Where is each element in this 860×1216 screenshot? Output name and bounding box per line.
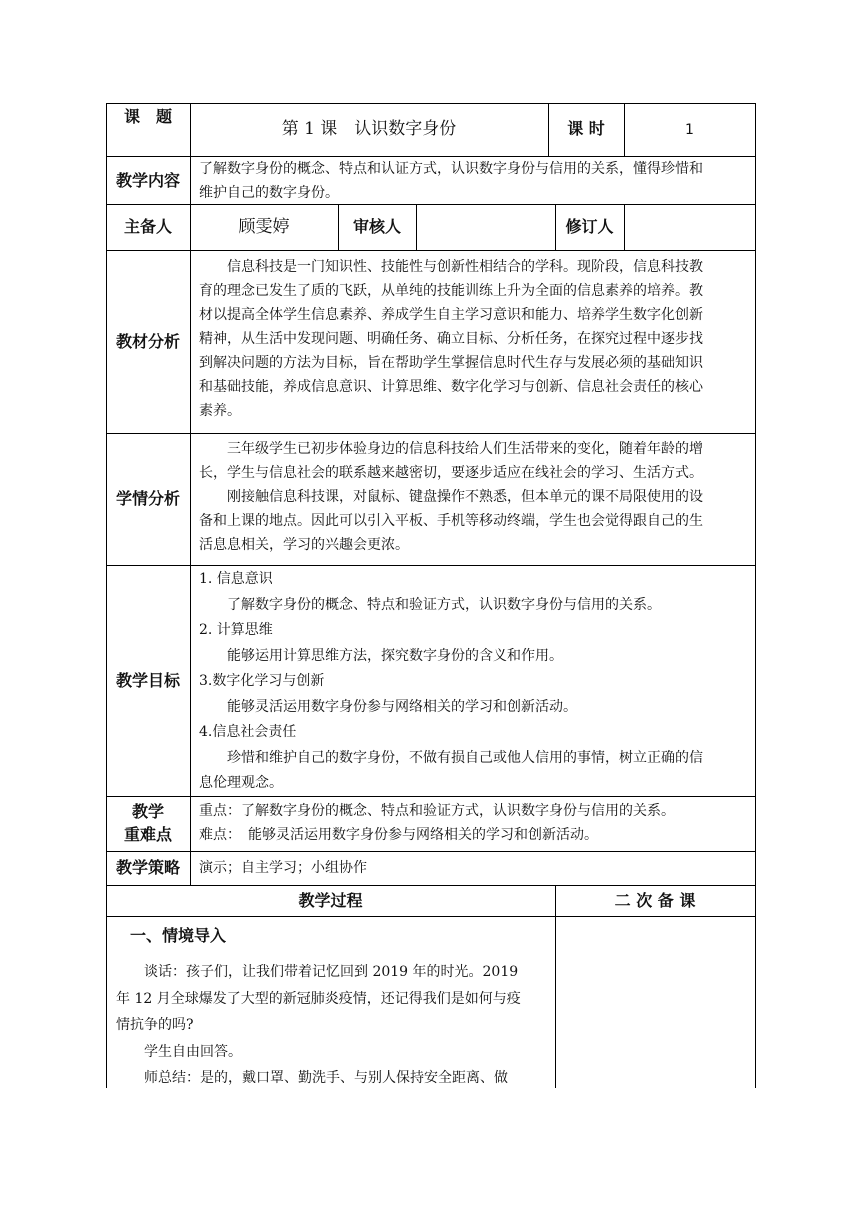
strategy-value: 演示；自主学习；小组协作: [199, 860, 367, 876]
text-line: 育的理念已发生了质的飞跃，从单纯的技能训练上升为全面的信息素养的培养。教: [199, 283, 703, 299]
reviser-label: 修订人: [565, 217, 614, 236]
difficulty-text: [199, 799, 675, 847]
goals-text: [199, 567, 703, 797]
analysis-text: [199, 255, 703, 423]
text-line: 息伦理观念。: [199, 775, 283, 791]
text-line: 信息科技是一门知识性、技能性与创新性相结合的学科。现阶段，信息科技教: [227, 259, 703, 275]
text-line: 能够运用计算思维方法，探究数字身份的含义和作用。: [227, 647, 563, 664]
text-line: 1. 信息意识: [199, 571, 273, 587]
hard-point: 难点： 能够灵活运用数字身份参与网络相关的学习和创新活动。: [199, 827, 598, 843]
preparer-value: 顾雯婷: [238, 217, 290, 237]
text-line: 师总结：是的，戴口罩、勤洗手、与别人保持安全距离、做: [144, 1070, 508, 1086]
text-line: 刚接触信息科技课，对鼠标、键盘操作不熟悉，但本单元的课不局限使用的设: [227, 489, 703, 505]
text-line: 4.信息社会责任: [199, 724, 297, 740]
hours-value: 1: [685, 122, 694, 138]
text-line: 长，学生与信息社会的联系越来越密切，要逐步适应在线社会的学习、生活方式。: [199, 465, 703, 481]
content-text: [199, 157, 703, 205]
text-line: 材以提高全体学生信息素养、养成学生自主学习意识和能力、培养学生数字化创新: [199, 307, 703, 323]
text-line: 了解数字身份的概念、特点和验证方式，认识数字身份与信用的关系。: [227, 596, 661, 613]
topic-label: 课 题: [123, 107, 172, 126]
text-line: 维护自己的数字身份。: [199, 185, 339, 201]
text-line: 素养。: [199, 403, 241, 419]
section-title: 一、情境导入: [130, 926, 227, 945]
text-line: 3.数字化学习与创新: [199, 673, 325, 689]
text-line: 三年级学生已初步体验身边的信息科技给人们生活带来的变化，随着年龄的增: [227, 441, 703, 457]
analysis-label: 教材分析: [115, 332, 180, 351]
process-header: 教学过程: [298, 891, 363, 910]
text-line: 精神，从生活中发现问题、明确任务、确立目标、分析任务，在探究过程中逐步找: [199, 331, 703, 347]
text-line: 活息息相关，学习的兴趣会更浓。: [199, 537, 409, 553]
text-line: 到解决问题的方法为目标，旨在帮助学生掌握信息时代生存与发展必须的基础知识: [199, 355, 703, 371]
second-prep-header: 二 次 备 课: [614, 891, 696, 910]
text-line: 和基础技能，养成信息意识、计算思维、数字化学习与创新、信息社会责任的核心: [199, 379, 703, 395]
text-line: 2. 计算思维: [199, 622, 273, 638]
text-line: 谈话：孩子们，让我们带着记忆回到 2019 年的时光。2019: [144, 964, 519, 980]
text-line: 备和上课的地点。因此可以引入平板、手机等移动终端，学生也会觉得跟自己的生: [199, 513, 703, 529]
difficulty-label-line2: 重难点: [123, 825, 172, 844]
students-label: 学情分析: [115, 489, 180, 508]
hours-label: 课 时: [567, 119, 605, 138]
text-line: 能够灵活运用数字身份参与网络相关的学习和创新活动。: [227, 698, 577, 715]
students-text: [199, 437, 703, 557]
difficulty-label-line1: 教学: [131, 802, 164, 821]
key-point: 重点：了解数字身份的概念、特点和验证方式，认识数字身份与信用的关系。: [199, 803, 675, 819]
text-line: 学生自由回答。: [144, 1043, 242, 1060]
text-line: 情抗争的吗?: [116, 1017, 194, 1033]
strategy-label: 教学策略: [115, 858, 180, 877]
text-line: 珍惜和维护自己的数字身份，不做有损自己或他人信用的事情，树立正确的信: [227, 749, 703, 766]
text-line: 了解数字身份的概念、特点和认证方式，认识数字身份与信用的关系，懂得珍惜和: [199, 161, 703, 177]
content-label: 教学内容: [115, 171, 180, 190]
lesson-title: 第 1 课 认识数字身份: [281, 119, 457, 139]
process-text: [116, 959, 521, 1092]
goals-label: 教学目标: [115, 671, 180, 690]
preparer-label: 主备人: [123, 217, 172, 236]
text-line: 年 12 月全球爆发了大型的新冠肺炎疫情，还记得我们是如何与疫: [116, 990, 521, 1007]
reviewer-label: 审核人: [352, 217, 401, 236]
